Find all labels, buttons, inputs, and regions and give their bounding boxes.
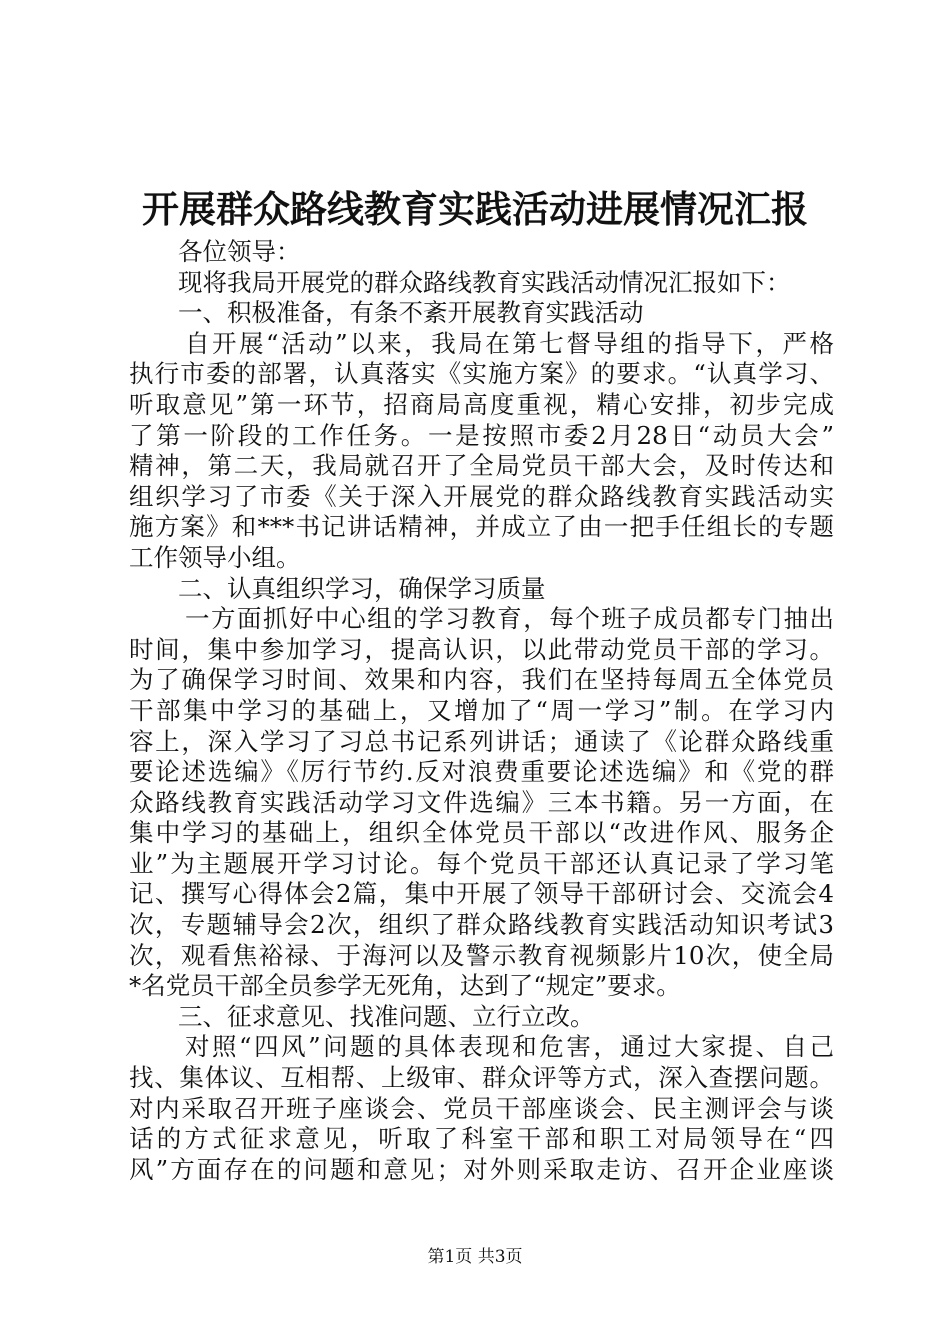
body-line: 风”方面存在的问题和意见；对外则采取走访、召开企业座谈 [129,1154,834,1184]
body-line: 次，观看焦裕禄、于海河以及警示教育视频影片10次，使全局 [129,940,834,970]
body-line: 工作领导小组。 [129,542,301,572]
body-line: 了第一阶段的工作任务。一是按照市委2月28日“动员大会” [129,420,834,450]
body-line: 精神，第二天，我局就召开了全局党员干部大会，及时传达和 [129,451,834,481]
body-line: 干部集中学习的基础上，又增加了“周一学习”制。在学习内 [129,695,834,725]
body-line: 二、认真组织学习，确保学习质量 [178,573,546,603]
body-line: 执行市委的部署，认真落实《实施方案》的要求。“认真学习、 [129,359,834,389]
body-line: 记、撰写心得体会2篇，集中开展了领导干部研讨会、交流会4 [129,879,834,909]
body-line: 次，专题辅导会2次，组织了群众路线教育实践活动知识考试3 [129,910,834,940]
body-line: 众路线教育实践活动学习文件选编》三本书籍。另一方面，在 [129,787,834,817]
body-line: 为了确保学习时间、效果和内容，我们在坚持每周五全体党员 [129,665,834,695]
body-line: 听取意见”第一环节，招商局高度重视，精心安排，初步完成 [129,389,834,419]
body-line: 时间，集中参加学习，提高认识，以此带动党员干部的学习。 [129,634,834,664]
body-line: 施方案》和***书记讲话精神，并成立了由一把手任组长的专题 [129,512,834,542]
body-line: 集中学习的基础上，组织全体党员干部以“改进作风、服务企 [129,818,834,848]
document-title: 开展群众路线教育实践活动进展情况汇报 [142,187,808,231]
body-line: 组织学习了市委《关于深入开展党的群众路线教育实践活动实 [129,481,834,511]
body-line: 要论述选编》《厉行节约.反对浪费重要论述选编》和《党的群 [129,757,834,787]
document-body [129,237,834,1185]
body-line: 话的方式征求意见，听取了科室干部和职工对局领导在“四 [129,1124,834,1154]
body-line: 对照“四风”问题的具体表现和危害，通过大家提、自己 [185,1032,834,1062]
body-line: 一、积极准备，有条不紊开展教育实践活动 [178,298,644,328]
body-line: 找、集体议、互相帮、上级审、群众评等方式，深入查摆问题。 [129,1063,834,1093]
body-line: 三、征求意见、找准问题、立行立改。 [178,1001,595,1031]
body-line: 各位领导： [178,237,301,266]
body-line: 自开展“活动”以来，我局在第七督导组的指导下，严格 [185,328,834,358]
body-line: 容上，深入学习了习总书记系列讲话；通读了《论群众路线重 [129,726,834,756]
body-line: 现将我局开展党的群众路线教育实践活动情况汇报如下： [178,267,791,297]
body-line: *名党员干部全员参学无死角，达到了“规定”要求。 [129,971,681,1001]
page-footer: 第1页 共3页 [427,1247,523,1267]
body-line: 一方面抓好中心组的学习教育，每个班子成员都专门抽出 [185,604,834,634]
body-line: 对内采取召开班子座谈会、党员干部座谈会、民主测评会与谈 [129,1093,834,1123]
body-line: 业”为主题展开学习讨论。每个党员干部还认真记录了学习笔 [129,848,834,878]
